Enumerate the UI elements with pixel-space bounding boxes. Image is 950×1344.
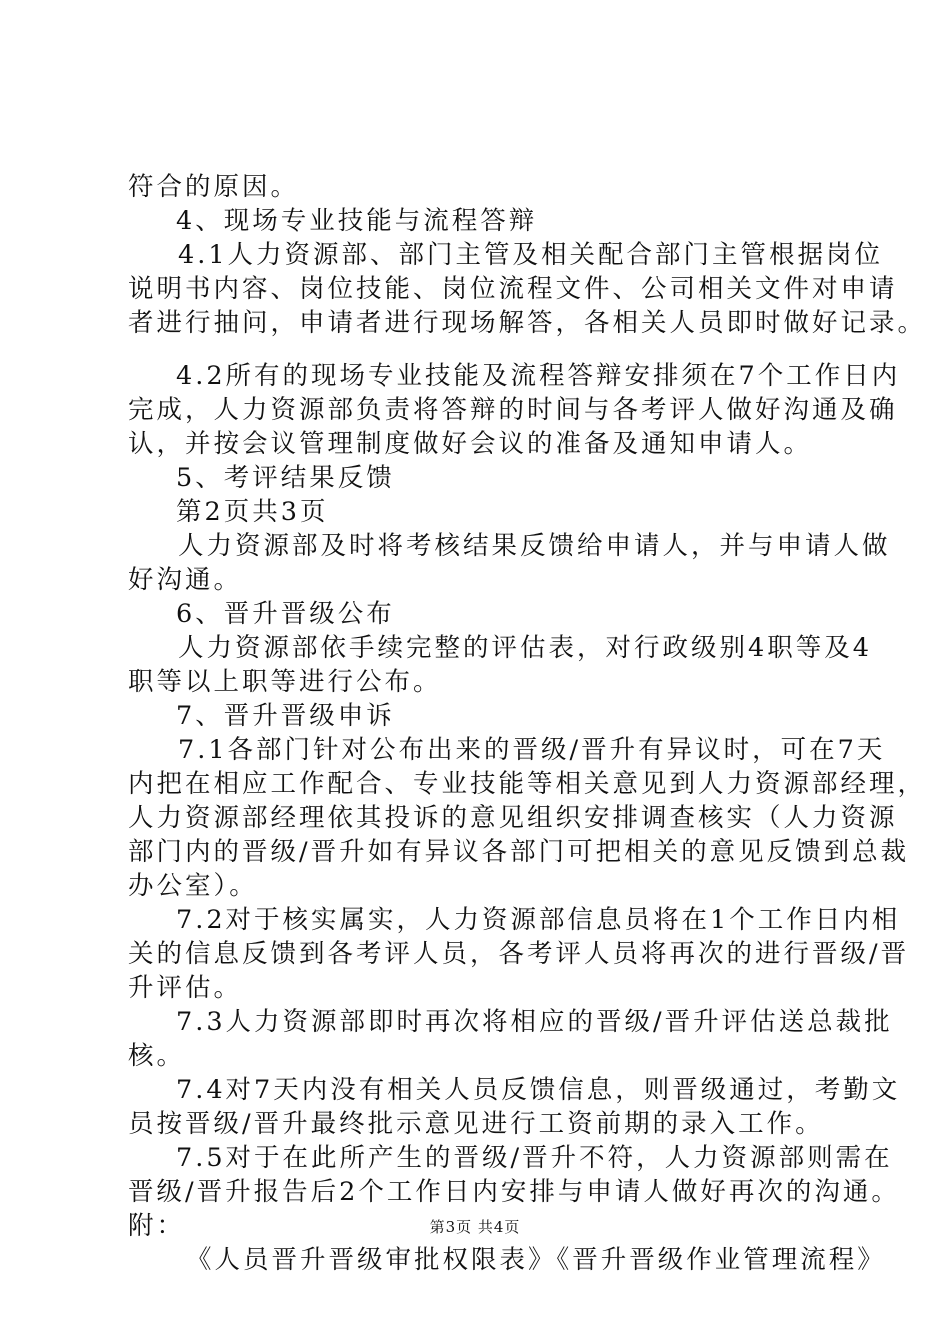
- text-line: 认，并按会议管理制度做好会议的准备及通知申请人。: [128, 429, 813, 459]
- text-line: 好沟通。: [128, 565, 243, 595]
- text-line: 晋级/晋升报告后2个工作日内安排与申请人做好再次的沟通。: [128, 1177, 900, 1207]
- text-line: 关的信息反馈到各考评人员，各考评人员将再次的进行晋级/晋: [128, 939, 910, 969]
- text-line: 符合的原因。: [128, 172, 300, 202]
- text-line: 4.1人力资源部、部门主管及相关配合部门主管根据岗位: [178, 240, 884, 270]
- section-heading: 7、晋升晋级申诉: [176, 701, 395, 731]
- text-line: 7.3人力资源部即时再次将相应的晋级/晋升评估送总裁批: [176, 1007, 893, 1037]
- text-line: 人力资源部依手续完整的评估表，对行政级别4职等及4: [178, 633, 872, 663]
- inline-page-number: 第2页共3页: [176, 497, 329, 527]
- text-line: 7.5对于在此所产生的晋级/晋升不符，人力资源部则需在: [176, 1143, 893, 1173]
- text-line: 职等以上职等进行公布。: [128, 667, 442, 697]
- section-heading: 6、晋升晋级公布: [176, 599, 395, 629]
- attachment-titles: 《人员晋升晋级审批权限表》《晋升晋级作业管理流程》: [186, 1245, 886, 1275]
- text-line: 内把在相应工作配合、专业技能等相关意见到人力资源部经理，: [128, 769, 927, 799]
- section-heading: 4、现场专业技能与流程答辩: [176, 206, 538, 236]
- text-line: 部门内的晋级/晋升如有异议各部门可把相关的意见反馈到总裁: [128, 837, 910, 867]
- section-heading: 5、考评结果反馈: [176, 463, 395, 493]
- text-line: 4.2所有的现场专业技能及流程答辩安排须在7个工作日内: [176, 361, 901, 391]
- text-line: 核。: [128, 1041, 186, 1071]
- text-line: 附：: [128, 1211, 186, 1241]
- text-line: 说明书内容、岗位技能、岗位流程文件、公司相关文件对申请: [128, 274, 898, 304]
- text-line: 员按晋级/晋升最终批示意见进行工资前期的录入工作。: [128, 1109, 824, 1139]
- text-line: 人力资源部及时将考核结果反馈给申请人，并与申请人做: [178, 531, 891, 561]
- text-line: 升评估。: [128, 973, 243, 1003]
- text-line: 7.4对7天内没有相关人员反馈信息，则晋级通过，考勤文: [176, 1075, 901, 1105]
- text-line: 人力资源部经理依其投诉的意见组织安排调查核实（人力资源: [128, 803, 898, 833]
- text-line: 7.2对于核实属实，人力资源部信息员将在1个工作日内相: [176, 905, 901, 935]
- page-footer: 第3页 共4页: [429, 1218, 521, 1236]
- text-line: 办公室）。: [128, 871, 258, 901]
- text-line: 完成，人力资源部负责将答辩的时间与各考评人做好沟通及确: [128, 395, 898, 425]
- text-line: 7.1各部门针对公布出来的晋级/晋升有异议时，可在7天: [178, 735, 886, 765]
- text-line: 者进行抽问，申请者进行现场解答，各相关人员即时做好记录。: [128, 308, 927, 338]
